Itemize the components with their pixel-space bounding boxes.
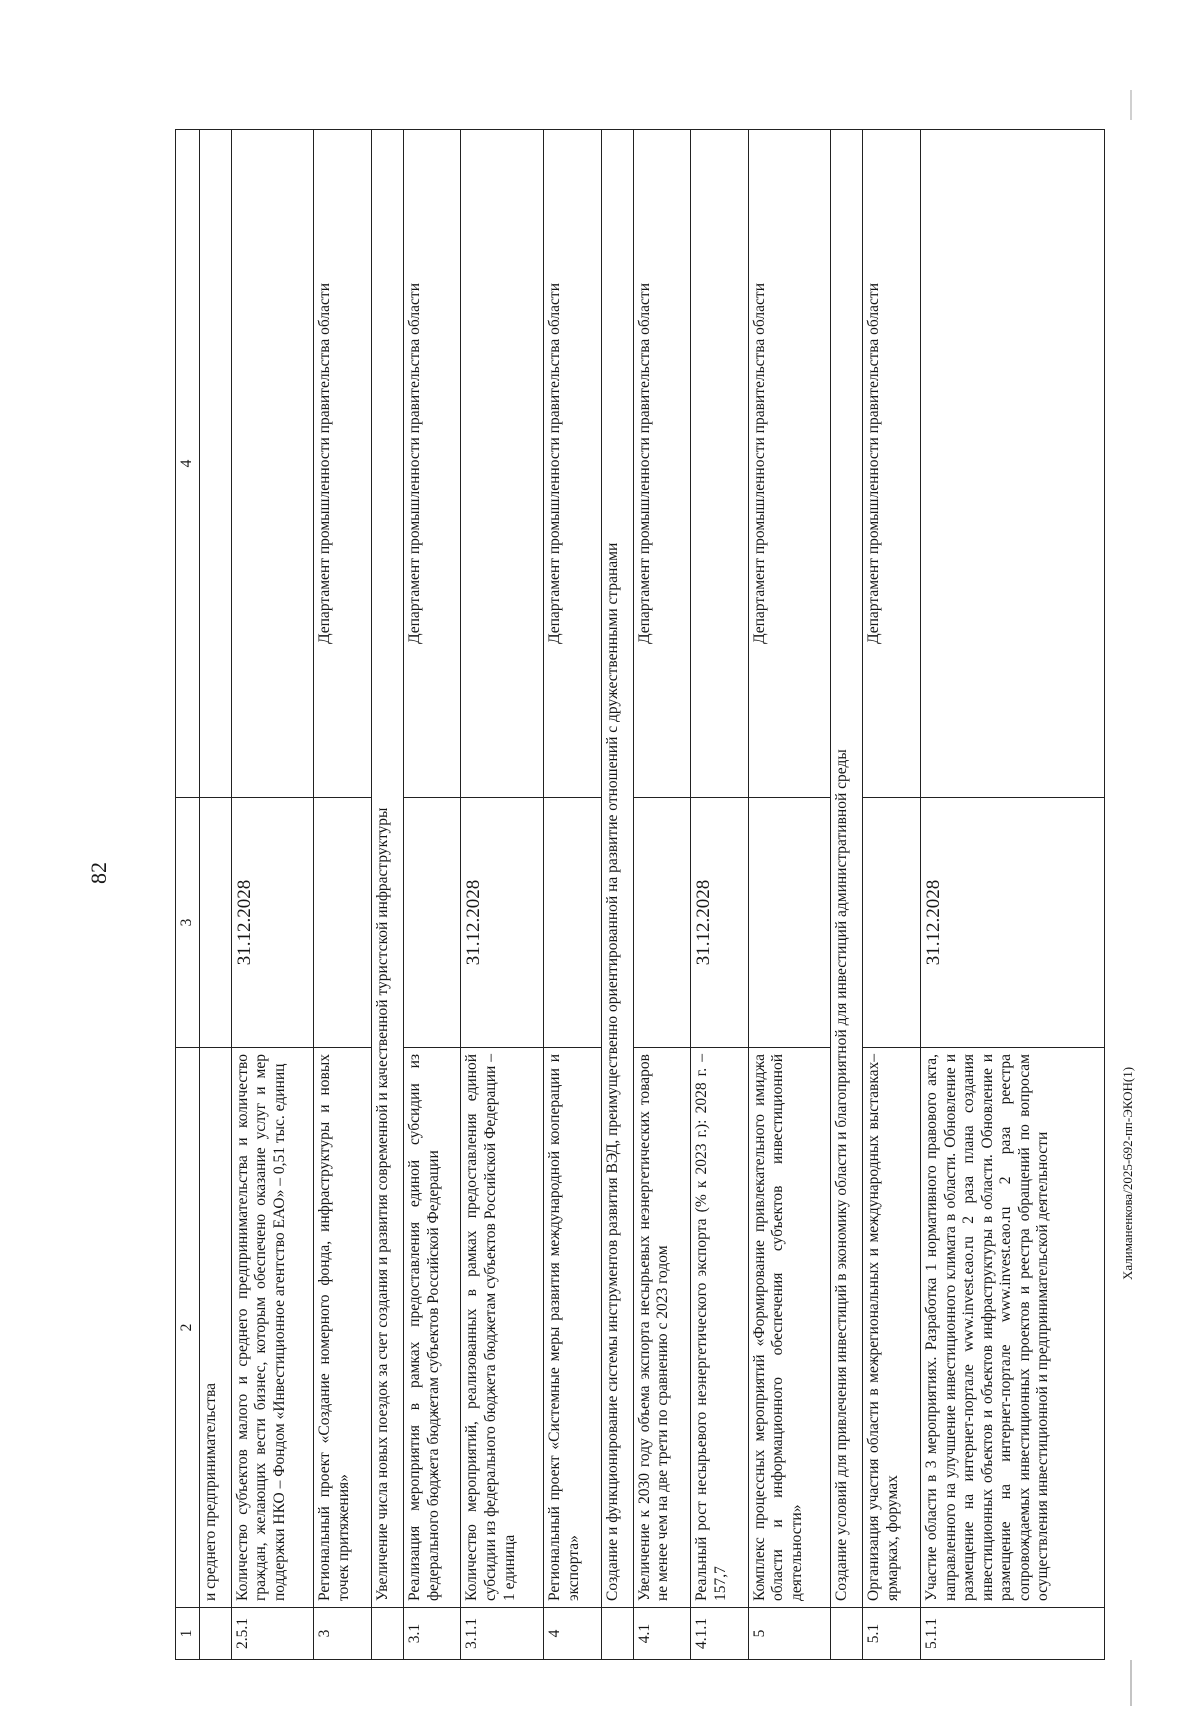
table-row: [404, 130, 461, 1660]
column-header: 3: [176, 798, 200, 1048]
deadline-cell: [748, 798, 831, 1048]
description-cell: Реализация мероприятия в рамках предоставления единой субсидии из федерального бюджета бюджетам субъектов Российской Федерации: [404, 1048, 461, 1608]
column-header: 4: [176, 130, 200, 798]
table-row: [633, 130, 690, 1660]
table-row: [601, 130, 633, 1660]
deadline-cell: 31.12.2028: [461, 798, 544, 1048]
table-row: [231, 130, 314, 1660]
table-row: [544, 130, 601, 1660]
row-number-cell: 2.5.1: [231, 1608, 314, 1660]
page-number: 82: [86, 862, 111, 884]
row-number-cell: 3: [314, 1608, 371, 1660]
row-number-cell: [199, 1608, 231, 1660]
column-header: 1: [176, 1608, 200, 1660]
section-goal-cell: Увеличение числа новых поездок за счет создания и развития современной и качественной туристской инфраструктуры: [371, 130, 403, 1608]
responsible-cell: [461, 130, 544, 798]
responsible-cell: Департамент промышленности правительства области: [748, 130, 831, 798]
table-row: [371, 130, 403, 1660]
deadline-cell: [404, 798, 461, 1048]
description-cell: Региональный проект «Создание номерного фонда, инфраструктуры и новых точек притяжения»: [314, 1048, 371, 1608]
responsible-cell: Департамент промышленности правительства области: [863, 130, 920, 798]
row-number-cell: [601, 1608, 633, 1660]
description-cell: Количество мероприятий, реализованных в рамках предоставления единой субсидии из федерального бюджета бюджетам субъектов Российской Федерации – 1 единица: [461, 1048, 544, 1608]
row-number-cell: 5: [748, 1608, 831, 1660]
table-row: [199, 130, 231, 1660]
section-goal-cell: Создание условий для привлечения инвестиций в экономику области и благоприятной для инвестиций административной среды: [831, 130, 863, 1608]
rotated-table-container: [175, 130, 1105, 1660]
responsible-cell: Департамент промышленности правительства области: [314, 130, 371, 798]
responsible-cell: Департамент промышленности правительства области: [633, 130, 690, 798]
responsible-cell: Департамент промышленности правительства области: [404, 130, 461, 798]
scan-artifact: [1130, 1660, 1132, 1706]
description-cell: Участие области в 3 мероприятиях. Разработка 1 нормативного правового акта, направленного на улучшение инвестиционного климата в области. Обновление и размещение на интернет-портале www.invest.eao.ru 2 раза плана создания инвестиционных объектов и объектов инфраструктуры в области. Обновление и размещение на интернет-портале www.invest.eao.ru 2 раза реестра сопровождаемых инвестиционных проектов и реестра обращений по вопросам осуществления инвестиционной и предпринимательской деятельности: [920, 1048, 1104, 1608]
table-row: [748, 130, 831, 1660]
responsible-cell: [691, 130, 748, 798]
document-footer-code: Халиманенкова/2025-692-пп-ЭКОН(1): [1120, 1066, 1135, 1280]
table-row: [831, 130, 863, 1660]
row-number-cell: 3.1: [404, 1608, 461, 1660]
table-row: [863, 130, 920, 1660]
table-row: [461, 130, 544, 1660]
responsible-cell: [920, 130, 1104, 798]
section-goal-cell: Создание и функционирование системы инструментов развития ВЭД, преимущественно ориентированной на развитие отношений с дружественными странами: [601, 130, 633, 1608]
deadline-cell: [863, 798, 920, 1048]
deadline-cell: [314, 798, 371, 1048]
deadline-cell: [633, 798, 690, 1048]
table-header-row: [176, 130, 200, 1660]
plan-table: [175, 129, 1105, 1660]
row-number-cell: 5.1: [863, 1608, 920, 1660]
responsible-cell: Департамент промышленности правительства области: [544, 130, 601, 798]
row-number-cell: 4: [544, 1608, 601, 1660]
description-cell: Увеличение к 2030 году объема экспорта несырьевых неэнергетических товаров не менее чем на две трети по сравнению с 2023 годом: [633, 1048, 690, 1608]
description-cell: Региональный проект «Системные меры развития международной кооперации и экспорта»: [544, 1048, 601, 1608]
deadline-cell: 31.12.2028: [231, 798, 314, 1048]
table-row: [920, 130, 1104, 1660]
row-number-cell: 4.1: [633, 1608, 690, 1660]
row-number-cell: 5.1.1: [920, 1608, 1104, 1660]
deadline-cell: 31.12.2028: [691, 798, 748, 1048]
deadline-cell: [544, 798, 601, 1048]
responsible-cell: [199, 130, 231, 798]
row-number-cell: 4.1.1: [691, 1608, 748, 1660]
table-row: [691, 130, 748, 1660]
description-cell: Количество субъектов малого и среднего предпринимательства и количество граждан, желающих вести бизнес, которым обеспечено оказание услуг и мер поддержки НКО – Фондом «Инвестиционное агентство ЕАО» – 0,51 тыс. единиц: [231, 1048, 314, 1608]
description-cell: Комплекс процессных мероприятий «Формирование привлекательного имиджа области и информационного обеспечения субъектов инвестиционной деятельности»: [748, 1048, 831, 1608]
table-row: [314, 130, 371, 1660]
scan-artifact: [1130, 90, 1132, 120]
deadline-cell: 31.12.2028: [920, 798, 1104, 1048]
description-cell: Организация участия области в межрегиональных и международных выставках–ярмарках, форумах: [863, 1048, 920, 1608]
column-header: 2: [176, 1048, 200, 1608]
deadline-cell: [199, 798, 231, 1048]
description-cell: Реальный рост несырьевого неэнергетического экспорта (% к 2023 г.): 2028 г. – 157,7: [691, 1048, 748, 1608]
row-number-cell: [831, 1608, 863, 1660]
row-number-cell: 3.1.1: [461, 1608, 544, 1660]
responsible-cell: [231, 130, 314, 798]
description-cell: и среднего предпринимательства: [199, 1048, 231, 1608]
row-number-cell: [371, 1608, 403, 1660]
